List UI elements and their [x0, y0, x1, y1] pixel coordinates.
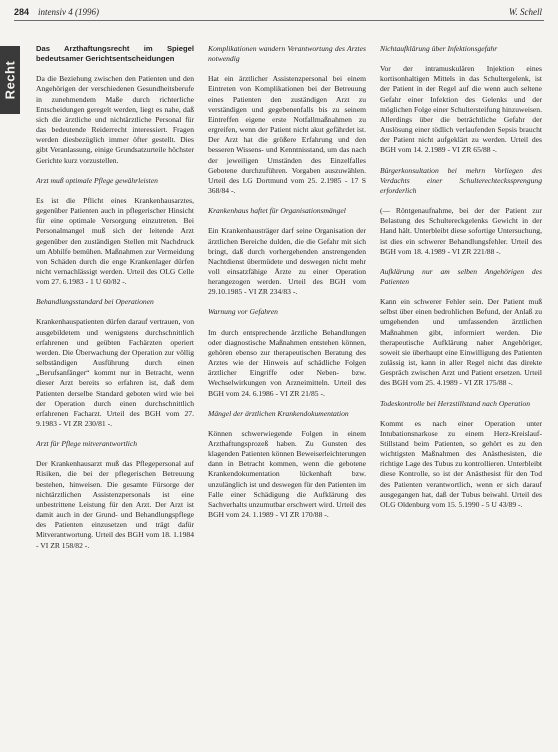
section-tab-label: Recht	[2, 60, 18, 100]
text-column-2	[208, 44, 366, 746]
body-paragraph: Vor der intramuskulären Injektion eines kortisonhaltigen Mittels in das Schultergelenk, ist der Patient in der Regel auf die wenn auch seltene Gefahr einer Infektion des Gelenks und der möglichen Folge einer Schultersteifung hinzuweisen. Allerdings über die beträchtliche Gefahr der Auslösung einer tödlich verlaufenden Sepsis braucht der Patient nicht aufgeklärt zu werden. Urteil des BGH vom 14. 2.1989 - VI ZR 65/88 -.	[380, 64, 542, 155]
section-heading: Krankenhaus haftet für Organisationsmängel	[208, 206, 346, 216]
section-tab	[0, 46, 20, 114]
body-paragraph: Können schwerwiegende Folgen in einem Arzthaftungsprozeß haben. Zu Gunsten des klagenden Patienten können Beweiserleichterungen dann in Betracht kommen, wenn die gebotene Krankendokumentation lückenhaft bzw. unzulänglich ist und deswegen für den Patienten im Falle einer Schädigung die Aufklärung des Sachverhalts unzumutbar erschwert wird. Urteil des BGH vom 24. 1.1989 - VI ZR 170/88 -.	[208, 428, 366, 520]
section-heading: Behandlungsstandard bei Operationen	[36, 297, 154, 307]
body-paragraph: Kommt es nach einer Operation unter Intubationsnarkose zu einem Herz-Kreislauf-Stillstand beim Patienten, so gehört es zu den wichtigsten Maßnahmen des Anästhesisten, die richtige Lage des Tubus zu kontrollieren. Unterbleibt diese Kontrolle, so ist der Anästhesist für den Tod des Patienten verantwortlich, wenn er sich darauf ausgegangen hat, daß der Tubus beiwahl. Urteil des OLG Oldenburg vom 15. 5.1990 - 5 U 43/89 -.	[380, 418, 542, 509]
article-title: Das Arzthaftungsrecht im Spiegel bedeutsamer Gerichtsentscheidungen	[36, 44, 194, 64]
body-paragraph: Kann ein schwerer Fehler sein. Der Patient muß selbst über einen bedrohlichen Befund, der Anlaß zu umgehenden und umfassenden ärztlichen Maßnahmen gibt, informiert werden. Die therapeutische Aufklärung naher Angehöriger, soweit sie überhaupt eine Einwilligung des Patienten zulässig ist, kann in aller Regel nicht das direkte Gespräch zwischen Arzt und Patient ersetzen. Urteil des BGH vom 25. 4.1989 - VI ZR 175/88 -.	[380, 297, 542, 388]
body-paragraph: Im durch entsprechende ärztliche Behandlungen oder diagnostische Maßnahmen entstehen können, gehören ebenso zur therapeutischen Beratung des Arztes wie der Hinweis auf schädliche Folgen ärztlicher Eingriffe oder Neben- bzw. Wechselwirkungen von Arzneimitteln. Urteil des BGH vom 24. 6.1986 - VI ZR 21/85 -.	[208, 327, 366, 398]
journal-reference: intensiv 4 (1996)	[38, 7, 99, 17]
body-paragraph: Ein Krankenhausträger darf seine Organisation der ärztlichen Bereiche dulden, die die Gefahr mit sich bringt, daß durch vorhergehenden anstrengenden Nachtdienst übermüdete und deswegen nicht mehr voll einsatzfähige Ärzte zu einer Operation herangezogen werden. Urteil des BGH vom 29.10.1985 - VI ZR 234/83 -.	[208, 226, 366, 297]
section-heading: Mängel der ärztlichen Krankendokumentation	[208, 408, 349, 418]
body-paragraph: Krankenhauspatienten dürfen darauf vertrauen, von ausgebildetem und wenigstens durchschnittlich erfahrenen und geübten Fachärzten operiert werden. Die Überwachung der Operation zur völlig selbständigen Ausführung durch einen „Berufsanfänger“ kommt nur in Betracht, wenn dieser Arzt bereits so erfahren ist, daß dem Patienten derselbe Standard geboten wird wie bei der Operation durch einen durchschnittlich erfahrenen Facharzt. Urteil des BGH vom 27. 9.1983 - VI ZR 230/81 -.	[36, 317, 194, 428]
section-heading: Arzt für Pflege mitverantwortlich	[36, 439, 138, 449]
body-paragraph: Es ist die Pflicht eines Krankenhausarztes, gegenüber Patienten auch in pflegerischer Hinsicht für eine optimale Versorgung einzutreten. Bei Personalmangel muß sich der leitende Arzt gegenüber den zuständigen Stellen mit Nachdruck um Abhilfe bemühen. Maßnahmen zur Vermeidung von Schäden durch die enge Krankenlager dürfen nicht vernachlässigt werden. Urteil des OLG Celle vom 27. 6.1983 - 1 U 60/82 -.	[36, 195, 194, 287]
body-paragraph: Da die Beziehung zwischen den Patienten und den Angehörigen der verschiedenen Gesundheitsberufe in zunehmendem Maße durch richterliche Entscheidungen geregelt werden, liegt es nahe, daß sich die ärztliche und nichtärztliche Personal für das bedeutende Reiderrecht interessiert. Fragen werden diesbezüglich immer öfter gestellt. Dies gibt Veranlassung, einige Grundsatzurteile höchster Gerichte kurz vorzustellen.	[36, 74, 194, 165]
text-column-1	[36, 44, 194, 746]
section-heading: Komplikationen wandern Verantwortung des Arztes notwendig	[208, 44, 366, 64]
body-paragraph: Hat ein ärztlicher Assistenzpersonal bei einem Eintreten von Komplikationen bei der Betreuung eines Patienten den zuständigen Arzt zu verständigen und gegebenenfalls bis zu seinem Eintreffen eigene erste Notfallmaßnahmen zu ergreifen, wenn der Patient nicht akut gefährdet ist. Der Arzt hat die größere Erfahrung und den besseren Wissens- und Kenntnisstand, um das nach der jeweiligen Umständen des Einzelfalles Gebotene durchzuführen. Vorgaben auszuwählen. Urteil des LG Dortmund vom 25. 2.1985 - 17 S 368/84 -.	[208, 74, 366, 196]
author-name: W. Schell	[508, 7, 542, 17]
page-number: 284	[14, 7, 30, 17]
body-paragraph: Der Krankenhausarzt muß das Pflegepersonal auf Risiken, die bei der pflegerischen Betreuung bestehen, hinweisen. Die gesamte Fürsorge der nichtärztlichen Assistenzpersonals ist eine unbestrittene Leistung für den Arzt. Der Arzt ist damit auch in der Grund- und Behandlungspflege des Patienten einzusetzen und trägt dafür Mitverantwortung. Urteil des BGH vom 18. 1.1984 - VI ZR 158/82 -.	[36, 459, 194, 550]
section-heading: Arzt muß optimale Pflege gewährleisten	[36, 175, 158, 185]
section-heading: Warnung vor Gefahren	[208, 307, 278, 317]
header-rule	[14, 20, 544, 21]
section-heading: Nichtaufklärung über Infektionsgefahr	[380, 44, 498, 53]
section-heading: Todeskontrolle bei Herzstillstand nach Operation	[380, 398, 531, 408]
section-heading: Bürgerkonsultation bei mehrn Vorliegen des Verdachts einer Schulterechteckssprengung erforderlich	[380, 165, 542, 195]
section-heading: Aufklärung nur am selben Angehörigen des Patienten	[380, 266, 542, 286]
text-column-3	[380, 44, 542, 746]
body-paragraph: (— Röntgenaufnahme, bei der der Patient zur Belastung des Schultereckgelenks Gewicht in der Hand hält. Unterbleibt diese sofortige Untersuchung, ist dies ein schwerer Behandlungsfehler. Urteil des BGH vom 18. 4.1989 - VI ZR 221/88 -.	[380, 206, 542, 256]
running-header	[14, 5, 544, 21]
